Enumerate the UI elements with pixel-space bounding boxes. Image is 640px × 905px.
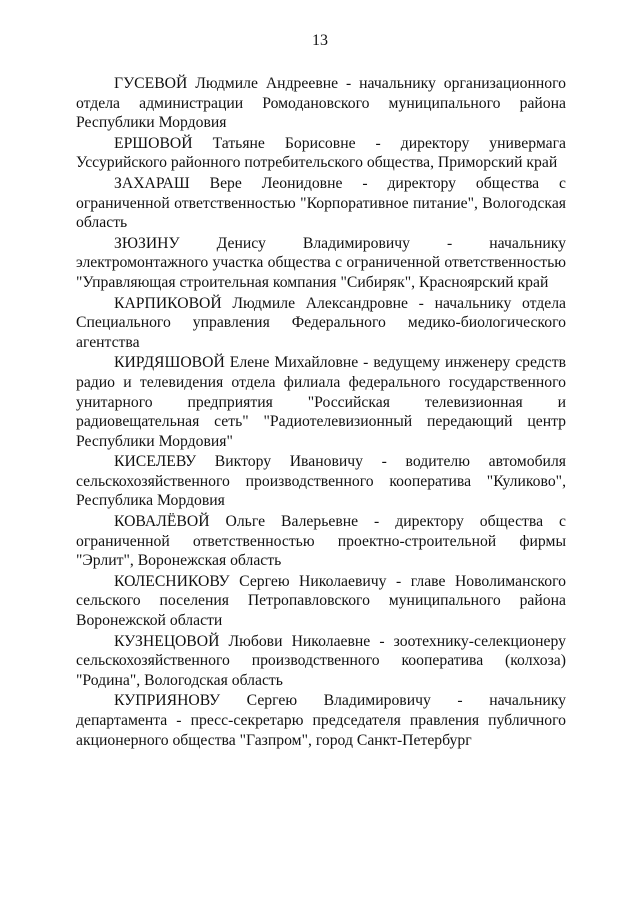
list-item: КУПРИЯНОВУ Сергею Владимировичу - начальнику департамента - пресс-секретарю председателя правления публичного акционерного общества "Газпром", город Санкт-Петербург — [76, 692, 566, 749]
page-number: 13 — [312, 32, 328, 49]
list-item: КОВАЛЁВОЙ Ольге Валерьевне - директору общества с ограниченной ответственностью проектно-строительной фирмы "Эрлит", Воронежская область — [76, 513, 566, 570]
list-item: ЗАХАРАШ Вере Леонидовне - директору общества с ограниченной ответственностью "Корпоративное питание", Вологодская область — [76, 174, 566, 232]
list-item: ГУСЕВОЙ Людмиле Андреевне - начальнику организационного отдела администрации Ромодановского муниципального района Республики Мордовия — [76, 75, 566, 132]
list-item: КАРПИКОВОЙ Людмиле Александровне - начальнику отдела Специального управления Федерального медико-биологического агентства — [76, 294, 566, 351]
list-item: КУЗНЕЦОВОЙ Любови Николаевне - зоотехнику-селекционеру сельскохозяйственного производственного кооператива (колхоза) "Родина", Вологодская область — [76, 632, 566, 689]
list-item: КИСЕЛЕВУ Виктору Ивановичу - водителю автомобиля сельскохозяйственного производственного кооператива "Куликово", Республика Мордовия — [76, 453, 566, 510]
list-item: КИРДЯШОВОЙ Елене Михайловне - ведущему инженеру средств радио и телевидения отдела филиала федерального государственного унитарного предприятия "Российская телевизионная и радиовещательная сеть" "Радиотелевизионный передающий центр Республики Мордовия" — [76, 354, 566, 450]
award-list — [76, 74, 566, 751]
list-item: КОЛЕСНИКОВУ Сергею Николаевичу - главе Новолиманского сельского поселения Петропавловского муниципального района Воронежской области — [76, 572, 566, 630]
list-item: ЕРШОВОЙ Татьяне Борисовне - директору универмага Уссурийского районного потребительского общества, Приморский край — [76, 134, 566, 172]
list-item: ЗЮЗИНУ Денису Владимировичу - начальнику электромонтажного участка общества с ограниченной ответственностью "Управляющая строительная компания "Сибиряк", Красноярский край — [76, 234, 566, 291]
